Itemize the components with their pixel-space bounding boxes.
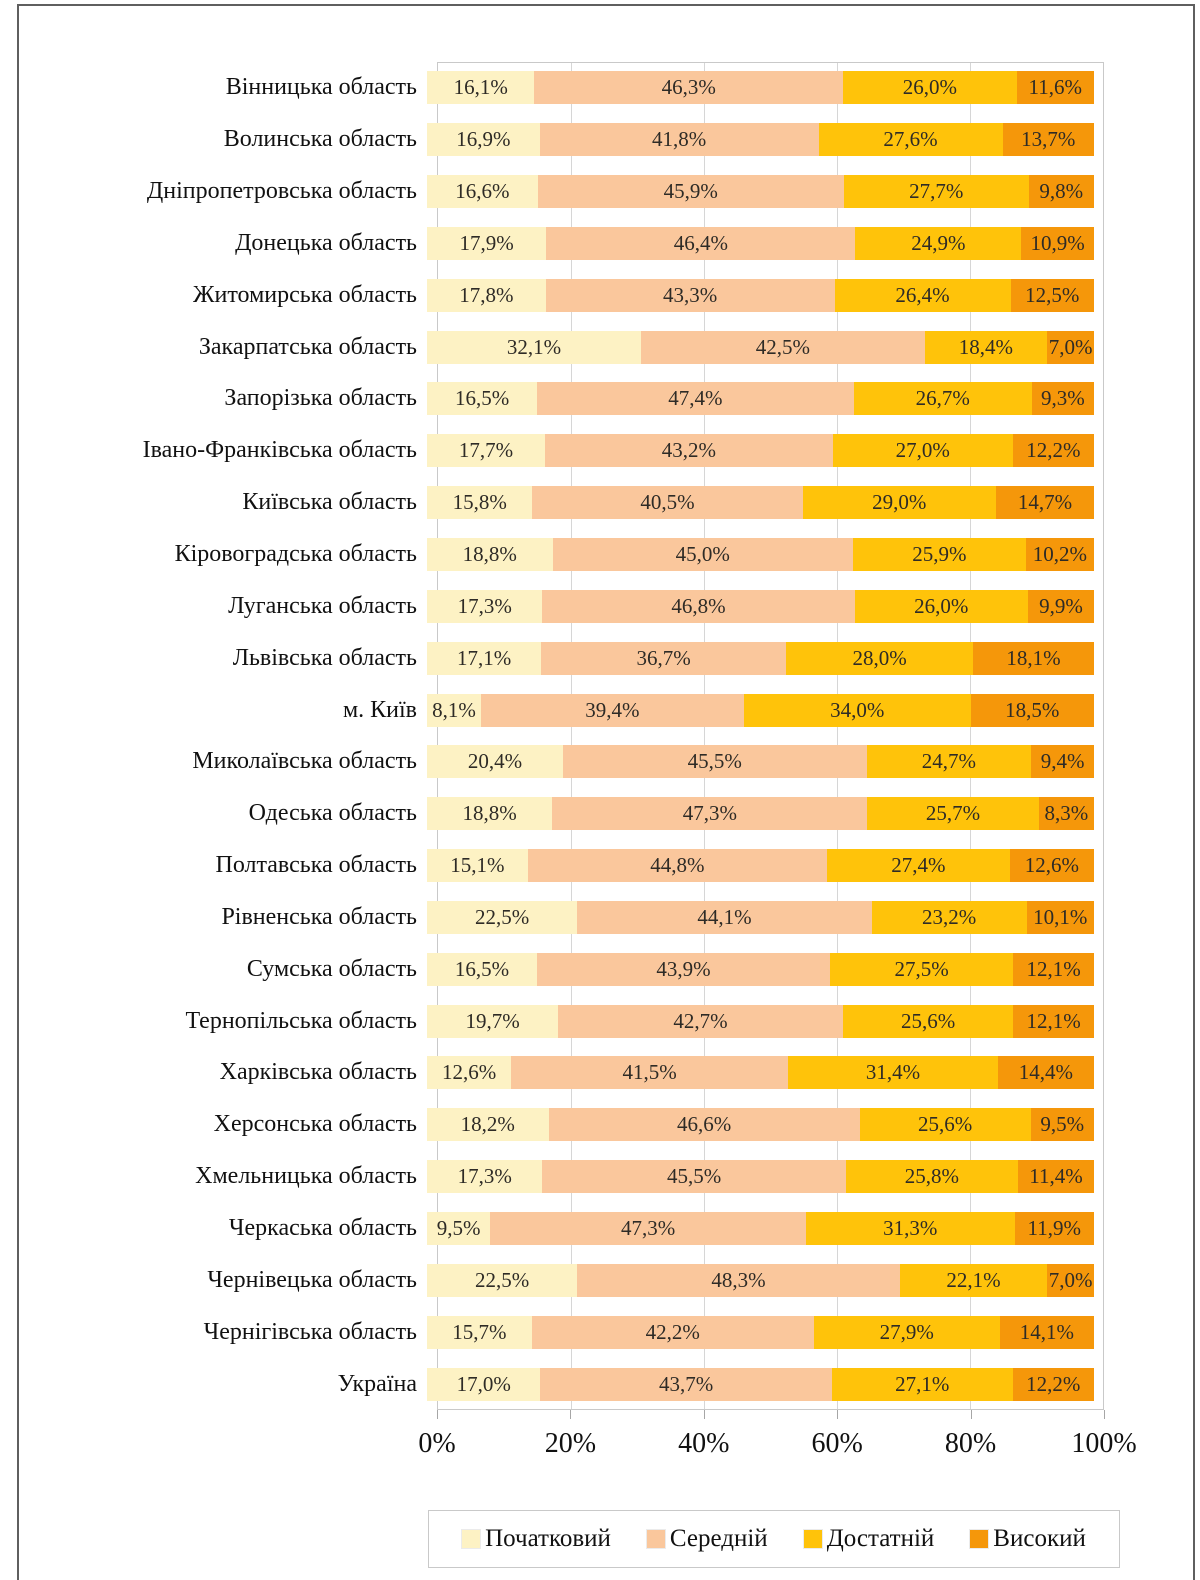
- bar-segment: 18,5%: [971, 694, 1094, 727]
- bar-segment: 10,2%: [1026, 538, 1094, 571]
- chart-row: [0, 477, 1104, 529]
- stacked-bar: [427, 1005, 1094, 1038]
- bar-segment: 12,2%: [1013, 434, 1094, 467]
- bar-segment: 12,6%: [1010, 849, 1094, 882]
- bar-segment: 8,3%: [1039, 797, 1094, 830]
- bar-segment: 41,5%: [511, 1056, 788, 1089]
- bar-segment: 10,9%: [1021, 227, 1094, 260]
- bar-segment: 22,5%: [427, 1264, 577, 1297]
- bar-segment: 7,0%: [1047, 1264, 1094, 1297]
- category-label: Івано-Франківська область: [142, 437, 417, 464]
- bar-segment: 39,4%: [481, 694, 744, 727]
- bar-segment: 26,0%: [855, 590, 1028, 623]
- stacked-bar: [427, 745, 1094, 778]
- bar-segment: 15,7%: [427, 1316, 532, 1349]
- stacked-bar: [427, 175, 1094, 208]
- bar-segment: 25,9%: [853, 538, 1026, 571]
- bar-segment: 9,9%: [1028, 590, 1094, 623]
- bar-segment: 11,6%: [1017, 71, 1094, 104]
- bar-segment: 12,5%: [1011, 279, 1094, 312]
- bar-segment: 27,7%: [844, 175, 1029, 208]
- chart-row: [0, 632, 1104, 684]
- bar-segment: 31,3%: [806, 1212, 1015, 1245]
- stacked-bar: [427, 538, 1094, 571]
- category-label: Чернігівська область: [203, 1318, 417, 1345]
- bar-segment: 18,1%: [973, 642, 1094, 675]
- stacked-bar: [427, 1368, 1094, 1401]
- tick-mark-40: [704, 1410, 705, 1419]
- bar-segment: 45,5%: [542, 1160, 845, 1193]
- stacked-bar: [427, 849, 1094, 882]
- chart-row: [0, 1047, 1104, 1099]
- bar-segment: 46,8%: [542, 590, 854, 623]
- bar-segment: 18,4%: [925, 331, 1048, 364]
- chart-row: [0, 580, 1104, 632]
- bar-segment: 16,6%: [427, 175, 538, 208]
- category-label: Черкаська область: [228, 1214, 417, 1241]
- bar-segment: 46,3%: [534, 71, 843, 104]
- stacked-bar: [427, 1316, 1094, 1349]
- category-label: Чернівецька область: [207, 1266, 417, 1293]
- bar-segment: 23,2%: [872, 901, 1027, 934]
- stacked-bar: [427, 123, 1094, 156]
- bar-segment: 26,0%: [843, 71, 1016, 104]
- chart-row: [0, 892, 1104, 944]
- stacked-bar: [427, 279, 1094, 312]
- bar-segment: 47,4%: [537, 382, 853, 415]
- category-label: Україна: [337, 1370, 417, 1397]
- category-label: Луганська область: [228, 592, 417, 619]
- chart-row: [0, 425, 1104, 477]
- bar-segment: 16,5%: [427, 953, 537, 986]
- bar-segment: 12,6%: [427, 1056, 511, 1089]
- chart-row: [0, 995, 1104, 1047]
- chart-row: [0, 943, 1104, 995]
- bar-segment: 46,6%: [549, 1108, 860, 1141]
- bar-segment: 48,3%: [577, 1264, 899, 1297]
- stacked-bar: [427, 1160, 1094, 1193]
- bar-segment: 9,5%: [427, 1212, 490, 1245]
- bar-segment: 44,8%: [528, 849, 827, 882]
- bar-segment: 25,6%: [843, 1005, 1014, 1038]
- bar-segment: 15,1%: [427, 849, 528, 882]
- bar-segment: 17,3%: [427, 590, 542, 623]
- chart-row: [0, 1151, 1104, 1203]
- bar-segment: 11,4%: [1018, 1160, 1094, 1193]
- category-label: Одеська область: [248, 800, 417, 827]
- bar-segment: 12,2%: [1013, 1368, 1094, 1401]
- bar-segment: 27,0%: [833, 434, 1013, 467]
- bar-segment: 45,0%: [553, 538, 853, 571]
- legend-item: [804, 1525, 935, 1553]
- bar-segment: 36,7%: [541, 642, 786, 675]
- stacked-bar: [427, 1264, 1094, 1297]
- stacked-bar: [427, 797, 1094, 830]
- bar-segment: 24,7%: [867, 745, 1032, 778]
- bar-segment: 25,7%: [867, 797, 1038, 830]
- stacked-bar: [427, 331, 1094, 364]
- category-label: Дніпропетровська область: [146, 178, 417, 205]
- tick-mark-20: [570, 1410, 571, 1419]
- legend-item: [647, 1525, 768, 1553]
- stacked-bar: [427, 382, 1094, 415]
- bar-segment: 45,5%: [563, 745, 866, 778]
- bar-segment: 16,1%: [427, 71, 534, 104]
- legend-swatch-icon: [970, 1530, 988, 1548]
- chart-row: [0, 1358, 1104, 1410]
- tick-mark-60: [837, 1410, 838, 1419]
- category-label: Закарпатська область: [198, 333, 417, 360]
- chart-row: [0, 1203, 1104, 1255]
- bar-segment: 13,7%: [1003, 123, 1094, 156]
- category-label: Миколаївська область: [192, 748, 417, 775]
- bar-segment: 31,4%: [788, 1056, 998, 1089]
- chart-row: [0, 62, 1104, 114]
- chart-row: [0, 1099, 1104, 1151]
- chart-row: [0, 529, 1104, 581]
- category-label: Київська область: [242, 489, 417, 516]
- bar-segment: 26,7%: [854, 382, 1032, 415]
- legend-label: Середній: [669, 1525, 768, 1552]
- bar-segment: 18,8%: [427, 797, 552, 830]
- bar-segment: 44,1%: [577, 901, 871, 934]
- bar-segment: 8,1%: [427, 694, 481, 727]
- bar-segment: 46,4%: [546, 227, 855, 260]
- bar-segment: 42,5%: [641, 331, 924, 364]
- bar-segment: 19,7%: [427, 1005, 558, 1038]
- stacked-bar: [427, 1056, 1094, 1089]
- bar-segment: 16,5%: [427, 382, 537, 415]
- bar-segment: 27,4%: [827, 849, 1010, 882]
- bar-segment: 27,5%: [830, 953, 1013, 986]
- bar-segment: 24,9%: [855, 227, 1021, 260]
- category-label: Харківська область: [219, 1059, 417, 1086]
- bar-segment: 16,9%: [427, 123, 540, 156]
- category-label: Донецька область: [235, 229, 417, 256]
- bar-segment: 27,1%: [832, 1368, 1013, 1401]
- bar-segment: 22,5%: [427, 901, 577, 934]
- stacked-bar: [427, 434, 1094, 467]
- category-label: Волинська область: [223, 126, 417, 153]
- bar-segment: 14,7%: [996, 486, 1094, 519]
- bar-segment: 17,9%: [427, 227, 546, 260]
- bar-segment: 28,0%: [786, 642, 973, 675]
- legend-swatch-icon: [462, 1530, 480, 1548]
- bar-segment: 40,5%: [532, 486, 802, 519]
- category-label: Львівська область: [232, 644, 417, 671]
- bar-segment: 14,4%: [998, 1056, 1094, 1089]
- bar-segment: 18,8%: [427, 538, 553, 571]
- category-label: Житомирська область: [193, 281, 417, 308]
- chart-row: [0, 166, 1104, 218]
- bar-segment: 15,8%: [427, 486, 532, 519]
- x-axis-label: 60%: [811, 1428, 863, 1459]
- chart-row: [0, 840, 1104, 892]
- legend-label: Високий: [993, 1525, 1086, 1552]
- bar-segment: 43,7%: [540, 1368, 831, 1401]
- legend-label: Достатній: [826, 1525, 935, 1552]
- bar-segment: 27,6%: [819, 123, 1003, 156]
- stacked-bar: [427, 227, 1094, 260]
- category-label: Вінницька область: [225, 74, 417, 101]
- bar-segment: 7,0%: [1047, 331, 1094, 364]
- bar-segment: 10,1%: [1027, 901, 1094, 934]
- category-label: Хмельницька область: [195, 1163, 417, 1190]
- stacked-bar: [427, 1212, 1094, 1245]
- bar-segment: 12,1%: [1013, 953, 1094, 986]
- bar-segment: 9,4%: [1031, 745, 1094, 778]
- stacked-bar: [427, 590, 1094, 623]
- category-label: Херсонська область: [213, 1111, 417, 1138]
- category-label: Сумська область: [246, 955, 417, 982]
- legend-swatch-icon: [804, 1530, 822, 1548]
- x-axis-label: 0%: [418, 1428, 456, 1459]
- tick-mark-100: [1104, 1410, 1105, 1419]
- x-axis-label: 100%: [1071, 1428, 1137, 1459]
- category-label: м. Київ: [342, 696, 417, 723]
- bar-segment: 25,8%: [846, 1160, 1018, 1193]
- stacked-bar: [427, 71, 1094, 104]
- chart-row: [0, 1306, 1104, 1358]
- bar-segment: 20,4%: [427, 745, 563, 778]
- stacked-bar: [427, 1108, 1094, 1141]
- bar-segment: 9,8%: [1029, 175, 1094, 208]
- chart-row: [0, 114, 1104, 166]
- bar-segment: 9,5%: [1031, 1108, 1094, 1141]
- bar-segment: 29,0%: [803, 486, 996, 519]
- bar-segment: 45,9%: [538, 175, 844, 208]
- bar-rows: [0, 62, 1104, 1410]
- x-axis-label: 20%: [544, 1428, 597, 1459]
- bar-segment: 47,3%: [552, 797, 867, 830]
- tick-mark-0: [437, 1410, 438, 1419]
- legend-item: [462, 1525, 611, 1553]
- bar-segment: 32,1%: [427, 331, 641, 364]
- chart-row: [0, 788, 1104, 840]
- chart-row: [0, 736, 1104, 788]
- bar-segment: 25,6%: [860, 1108, 1031, 1141]
- bar-segment: 43,3%: [546, 279, 835, 312]
- tick-mark-80: [971, 1410, 972, 1419]
- chart-row: [0, 321, 1104, 373]
- category-label: Полтавська область: [215, 852, 417, 879]
- stacked-bar: [427, 694, 1094, 727]
- bar-segment: 17,3%: [427, 1160, 542, 1193]
- stacked-bar: [427, 642, 1094, 675]
- category-label: Запорізька область: [224, 385, 417, 412]
- bar-segment: 42,2%: [532, 1316, 814, 1349]
- category-label: Рівненська область: [221, 903, 417, 930]
- bar-segment: 9,3%: [1032, 382, 1094, 415]
- bar-segment: 17,8%: [427, 279, 546, 312]
- legend: [428, 1510, 1120, 1568]
- x-axis-label: 40%: [678, 1428, 730, 1459]
- chart-row: [0, 373, 1104, 425]
- chart-row: [0, 684, 1104, 736]
- bar-segment: 47,3%: [490, 1212, 805, 1245]
- bar-segment: 43,9%: [537, 953, 830, 986]
- bar-segment: 43,2%: [545, 434, 833, 467]
- bar-segment: 27,9%: [814, 1316, 1000, 1349]
- bar-segment: 22,1%: [900, 1264, 1048, 1297]
- stacked-bar: [427, 953, 1094, 986]
- category-label: Тернопільська область: [185, 1007, 417, 1034]
- legend-swatch-icon: [647, 1530, 665, 1548]
- stacked-bar: [427, 901, 1094, 934]
- chart-row: [0, 269, 1104, 321]
- bar-segment: 34,0%: [744, 694, 971, 727]
- legend-item: [970, 1525, 1086, 1553]
- bar-segment: 11,9%: [1015, 1212, 1094, 1245]
- bar-segment: 14,1%: [1000, 1316, 1094, 1349]
- bar-segment: 42,7%: [558, 1005, 843, 1038]
- bar-segment: 17,7%: [427, 434, 545, 467]
- bar-segment: 12,1%: [1013, 1005, 1094, 1038]
- chart-row: [0, 218, 1104, 270]
- x-axis-label: 80%: [944, 1428, 997, 1459]
- bar-segment: 26,4%: [835, 279, 1011, 312]
- bar-segment: 17,1%: [427, 642, 541, 675]
- stacked-bar: [427, 486, 1094, 519]
- chart-row: [0, 1254, 1104, 1306]
- legend-label: Початковий: [485, 1525, 611, 1552]
- bar-segment: 18,2%: [427, 1108, 549, 1141]
- bar-segment: 17,0%: [427, 1368, 540, 1401]
- category-label: Кіровоградська область: [174, 541, 417, 568]
- bar-segment: 41,8%: [540, 123, 819, 156]
